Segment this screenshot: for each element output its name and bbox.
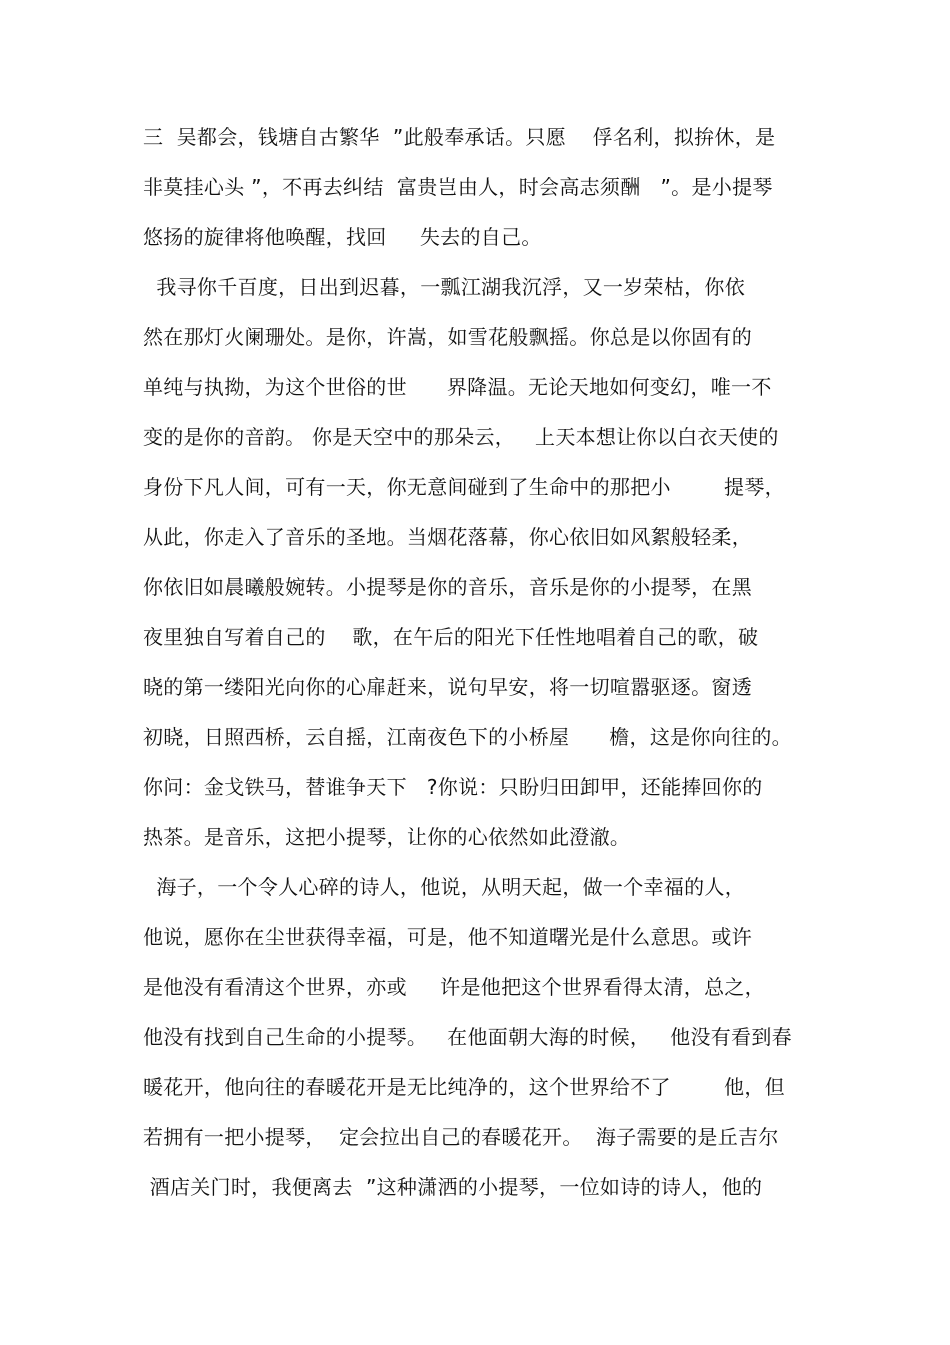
text-line: 变的是你的音韵。 你是天空中的那朵云， 上天本想让你以白衣天使的 bbox=[143, 425, 779, 449]
text-line: 海子，一个令人心碎的诗人，他说，从明天起，做一个幸福的人， bbox=[143, 875, 746, 899]
text-line: 是他没有看清这个世界，亦或 许是他把这个世界看得太清，总之， bbox=[143, 975, 765, 999]
text-line: 他没有找到自己生命的小提琴。 在他面朝大海的时候， 他没有看到春 bbox=[143, 1025, 792, 1049]
text-line: 三 吴都会，钱塘自古繁华 ”此般奉承话。只愿 俘名利，拟拚休，是 bbox=[143, 125, 776, 149]
text-line: 身份下凡人间，可有一天，你无意间碰到了生命中的那把小 提琴， bbox=[143, 475, 785, 499]
text-line: 我寻你千百度，日出到迟暮，一瓢江湖我沉浮，又一岁荣枯，你依 bbox=[143, 275, 746, 299]
text-line: 暖花开，他向往的春暖花开是无比纯净的，这个世界给不了 他，但 bbox=[143, 1075, 785, 1099]
text-line: 初晓，日照西桥，云自摇，江南夜色下的小桥屋 檐，这是你向往的。 bbox=[143, 725, 792, 749]
text-line: 然在那灯火阑珊处。是你，许嵩，如雪花般飘摇。你总是以你固有的 bbox=[143, 325, 752, 349]
text-line: 非莫挂心头 ”，不再去纠结 富贵岂由人，时会高志须酬 ”。是小提琴 bbox=[143, 175, 773, 199]
text-line: 你问：金戈铁马，替谁争天下 ?你说：只盼归田卸甲，还能捧回你的 bbox=[143, 775, 763, 799]
text-line: 他说，愿你在尘世获得幸福，可是，他不知道曙光是什么意思。或许 bbox=[143, 925, 752, 949]
text-line: 热茶。是音乐，这把小提琴，让你的心依然如此澄澈。 bbox=[143, 825, 631, 849]
text-line: 从此，你走入了音乐的圣地。当烟花落幕，你心依旧如风絮般轻柔， bbox=[143, 525, 752, 549]
text-line: 酒店关门时，我便离去 ”这种潇洒的小提琴，一位如诗的诗人，他的 bbox=[143, 1175, 763, 1199]
text-line: 夜里独自写着自己的 歌，在午后的阳光下任性地唱着自己的歌，破 bbox=[143, 625, 759, 649]
text-line: 晓的第一缕阳光向你的心扉赶来，说句早安，将一切喧嚣驱逐。窗透 bbox=[143, 675, 752, 699]
text-line: 悠扬的旋律将他唤醒，找回 失去的自己。 bbox=[143, 225, 542, 249]
text-line: 你依旧如晨曦般婉转。小提琴是你的音乐，音乐是你的小提琴，在黑 bbox=[143, 575, 752, 599]
text-line: 单纯与执拗，为这个世俗的世 界降温。无论天地如何变幻，唯一不 bbox=[143, 375, 772, 399]
text-line: 若拥有一把小提琴， 定会拉出自己的春暖花开。 海子需要的是丘吉尔 bbox=[143, 1125, 779, 1149]
